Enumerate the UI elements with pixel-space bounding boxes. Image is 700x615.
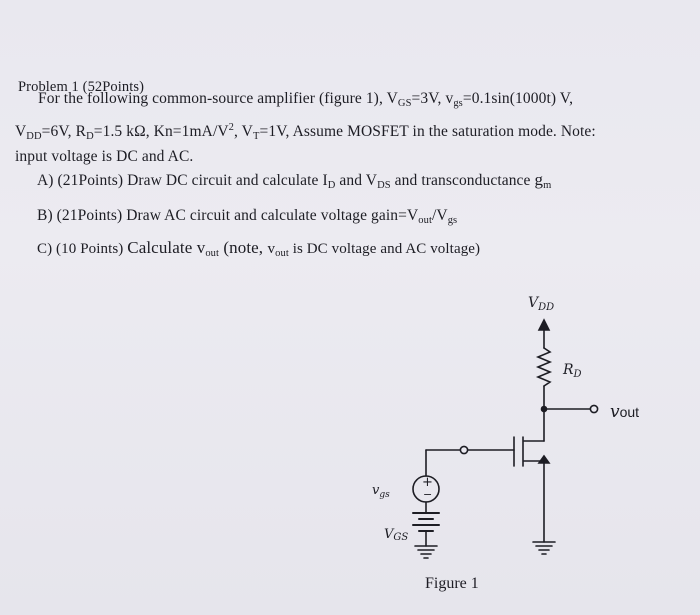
vgs-dc-label: VGS: [384, 527, 409, 543]
vgs-ac-label: $v_{gs}$: [372, 483, 390, 500]
vdd-arrow-icon: [539, 320, 549, 330]
source-minus-sign: −: [423, 488, 433, 501]
problem-intro: For the following common-source amplifier (figure 1), $V_{GS}=3V$, $v_{gs}=0.1\sin(1000t)$ V,: [38, 90, 574, 109]
part-c: C) (10 Points) Calculate $v_{out}$ (note, $v_{out}$ is DC voltage and AC voltage): [37, 238, 481, 259]
part-b: B) (21Points) Draw AC circuit and calculate voltage $gain=V_{out}/V_{gs}$: [37, 207, 458, 226]
drain-resistor: [538, 348, 550, 386]
rd-label: $R_D$: [563, 362, 582, 380]
problem-parameters: $V_{DD}=6V$, $R_D=1.5$ kΩ, $Kn=1mA/V^2$, $V_T=1V$, Assume MOSFET in the saturation mode. Note:: [15, 122, 596, 142]
figure-caption: Figure 1: [425, 575, 479, 592]
gate-terminal: [460, 446, 467, 453]
output-terminal: [590, 405, 597, 412]
problem-title: Problem 1 (52Points): [18, 79, 145, 95]
vdd-label: $V_{DD}$: [528, 295, 555, 313]
part-a: A) (21Points) Draw DC circuit and calculate $I_D$ and $V_{DS}$ and transconductance $g_m$: [37, 170, 552, 191]
problem-note: input voltage is DC and AC.: [15, 148, 194, 165]
vout-label: vout: [610, 402, 640, 422]
source-plus-sign: +: [422, 475, 433, 490]
